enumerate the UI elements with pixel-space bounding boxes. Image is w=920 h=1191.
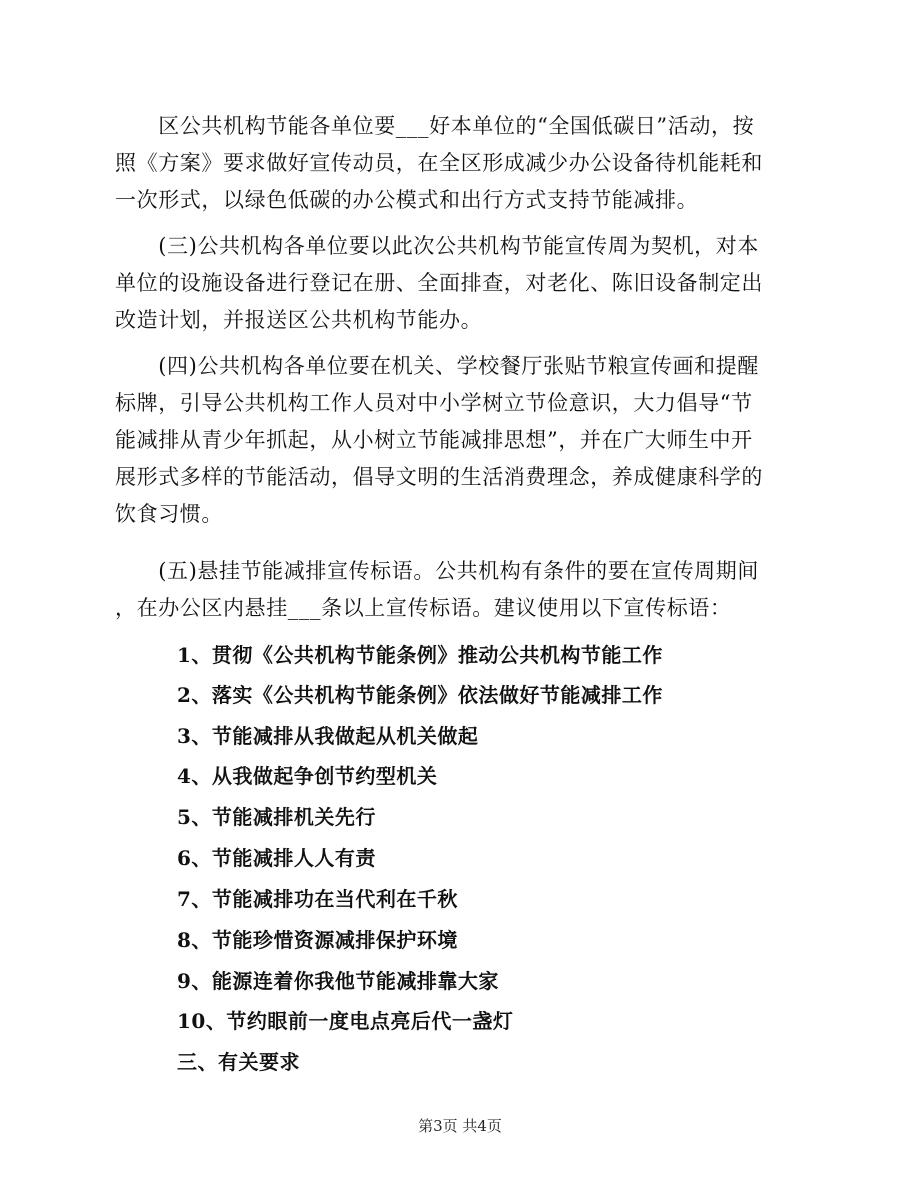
slogan-item: 5、节能减排机关先行 — [177, 805, 376, 829]
paragraph-line: 能减排从青少年抓起，从小树立节能减排思想”，并在广大师生中开 — [115, 428, 753, 452]
paragraph-line: ，在办公区内悬挂___条以上宣传标语。建议使用以下宣传标语： — [115, 596, 732, 620]
slogan-item: 10、节约眼前一度电点亮后代一盏灯 — [177, 1009, 514, 1033]
paragraph-4 — [115, 553, 805, 627]
slogan-item: 8、节能珍惜资源减排保护环境 — [177, 928, 458, 952]
paragraph-line: 一次形式，以绿色低碳的办公模式和出行方式支持节能减排。 — [115, 188, 699, 212]
paragraph-line: (五)悬挂节能减排宣传标语。公共机构有条件的要在宣传周期间 — [115, 559, 759, 583]
slogan-item: 7、节能减排功在当代利在千秋 — [177, 887, 458, 911]
section-heading: 三、有关要求 — [177, 1050, 300, 1074]
paragraph-line: 区公共机构节能各单位要___好本单位的“全国低碳日”活动，按 — [115, 114, 755, 138]
paragraph-line: 单位的设施设备进行登记在册、全面排查，对老化、陈旧设备制定出 — [115, 271, 763, 295]
page-footer: 第3页 共4页 — [418, 1117, 502, 1135]
paragraph-line: 饮食习惯。 — [115, 502, 223, 526]
slogan-item: 9、能源连着你我他节能减排靠大家 — [177, 969, 499, 993]
paragraph-line: 照《方案》要求做好宣传动员，在全区形成减少办公设备待机能耗和 — [115, 151, 763, 175]
paragraph-line: 改造计划，并报送区公共机构节能办。 — [115, 308, 483, 332]
slogan-item: 6、节能减排人人有责 — [177, 846, 376, 870]
paragraph-line: (四)公共机构各单位要在机关、学校餐厅张贴节粮宣传画和提醒 — [115, 354, 759, 378]
paragraph-line: 展形式多样的节能活动，倡导文明的生活消费理念，养成健康科学的 — [115, 465, 763, 489]
slogan-item: 3、节能减排从我做起从机关做起 — [177, 724, 479, 748]
paragraph-2 — [115, 228, 805, 339]
paragraph-1 — [115, 108, 805, 219]
slogan-item: 4、从我做起争创节约型机关 — [177, 764, 438, 788]
paragraph-line: (三)公共机构各单位要以此次公共机构节能宣传周为契机，对本 — [115, 234, 759, 258]
paragraph-line: 标牌，引导公共机构工作人员对中小学树立节俭意识，大力倡导“节 — [115, 391, 753, 415]
slogan-item: 1、贯彻《公共机构节能条例》推动公共机构节能工作 — [177, 643, 663, 667]
slogan-item: 2、落实《公共机构节能条例》依法做好节能减排工作 — [177, 683, 663, 707]
paragraph-3 — [115, 348, 805, 533]
